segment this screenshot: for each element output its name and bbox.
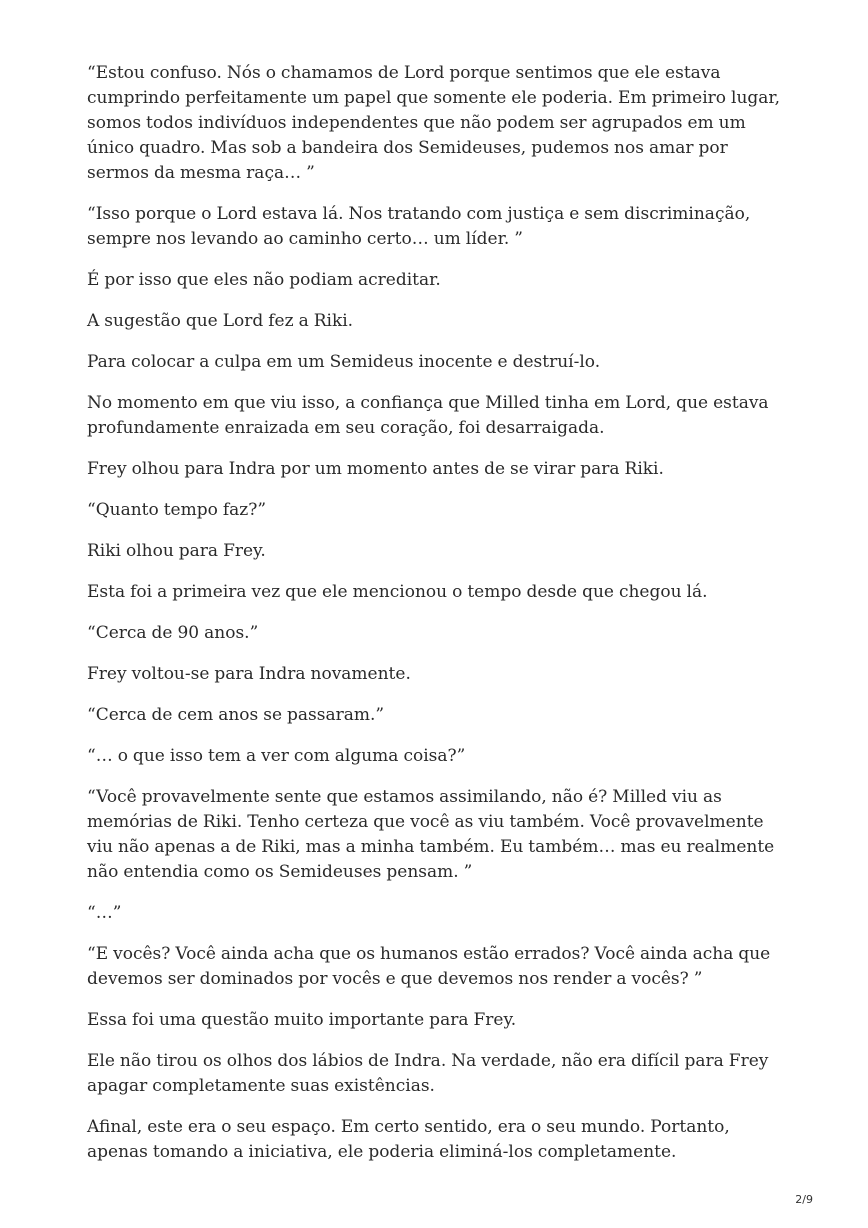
paragraph: Riki olhou para Frey. <box>87 541 266 561</box>
document-body <box>87 61 787 1181</box>
paragraph: Para colocar a culpa em um Semideus inocente e destruí-lo. <box>87 352 601 372</box>
paragraph: “Você provavelmente sente que estamos assimilando, não é? Milled viu as memórias de Riki. Tenho certeza que você as viu também. Você provavelmente viu não apenas a de Riki, mas a minha também. Eu também… mas eu realmente não entendia como os Semideuses pensam. ” <box>87 787 775 882</box>
paragraph: É por isso que eles não podiam acreditar. <box>87 270 441 290</box>
paragraph: “Isso porque o Lord estava lá. Nos tratando com justiça e sem discriminação, sempre nos levando ao caminho certo… um líder. ” <box>87 204 751 249</box>
paragraph: “…” <box>87 903 122 923</box>
paragraph: “Cerca de 90 anos.” <box>87 623 259 643</box>
paragraph: “Quanto tempo faz?” <box>87 500 267 520</box>
paragraph: “E vocês? Você ainda acha que os humanos estão errados? Você ainda acha que devemos ser dominados por vocês e que devemos nos render a vocês? ” <box>87 944 771 989</box>
paragraph: Essa foi uma questão muito importante para Frey. <box>87 1010 517 1030</box>
paragraph: A sugestão que Lord fez a Riki. <box>87 311 354 331</box>
paragraph: “Cerca de cem anos se passaram.” <box>87 705 385 725</box>
page-number: 2/9 <box>795 1193 813 1206</box>
paragraph: Ele não tirou os olhos dos lábios de Indra. Na verdade, não era difícil para Frey apagar completamente suas existências. <box>87 1051 769 1096</box>
paragraph: Esta foi a primeira vez que ele mencionou o tempo desde que chegou lá. <box>87 582 708 602</box>
paragraph: Afinal, este era o seu espaço. Em certo sentido, era o seu mundo. Portanto, apenas tomando a iniciativa, ele poderia eliminá-los completamente. <box>87 1117 730 1162</box>
paragraph: Frey olhou para Indra por um momento antes de se virar para Riki. <box>87 459 664 479</box>
paragraph: “… o que isso tem a ver com alguma coisa?” <box>87 746 466 766</box>
paragraph: Frey voltou-se para Indra novamente. <box>87 664 411 684</box>
paragraph: “Estou confuso. Nós o chamamos de Lord porque sentimos que ele estava cumprindo perfeitamente um papel que somente ele poderia. Em primeiro lugar, somos todos indivíduos independentes que não podem ser agrupados em um único quadro. Mas sob a bandeira dos Semideuses, pudemos nos amar por sermos da mesma raça… ” <box>87 63 781 183</box>
paragraph: No momento em que viu isso, a confiança que Milled tinha em Lord, que estava profundamente enraizada em seu coração, foi desarraigada. <box>87 393 769 438</box>
